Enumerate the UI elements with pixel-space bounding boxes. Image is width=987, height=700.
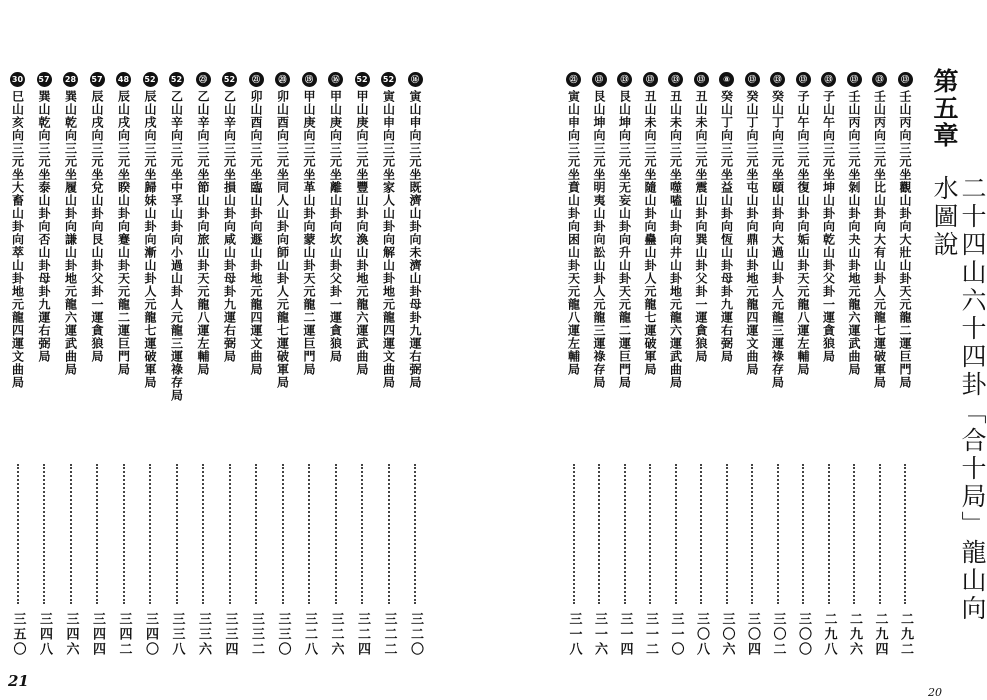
- entry-number-badge: ⑬: [796, 72, 811, 87]
- entry-page-number: 三一八: [566, 612, 582, 657]
- entry-page-number: 三五〇: [10, 612, 26, 657]
- entry-page-number: 三二〇: [408, 612, 423, 657]
- entry-page-number: 三二二: [381, 612, 397, 657]
- entry-title: 寅山申向三元坐家人山卦向解山卦地元龍四運文曲局: [381, 90, 396, 389]
- entry-number-badge: ⑧: [719, 72, 734, 87]
- page-number-right: 20: [928, 686, 942, 699]
- dot-leader: [123, 464, 127, 604]
- toc-entry: [8, 72, 28, 672]
- entry-number-badge: ⑬: [592, 72, 607, 87]
- dot-leader: [675, 464, 679, 604]
- dot-leader: [853, 464, 857, 604]
- entry-page-number: 三一二: [643, 612, 658, 657]
- dot-leader: [202, 464, 206, 604]
- dot-leader: [361, 464, 365, 604]
- entry-title: 乙山辛向三元坐節山卦向旅山卦天元龍八運左輔局: [196, 90, 210, 376]
- entry-number-badge: 28: [63, 72, 78, 87]
- entry-title: 卯山酉向三元坐同人山卦向師山卦人元龍七運破軍局: [275, 90, 290, 389]
- entry-number-badge: ㉓: [196, 72, 211, 87]
- entry-number-badge: 30: [10, 72, 25, 87]
- entry-title: 甲山庚向三元坐離山卦向坎山卦父卦一運貪狼局: [328, 90, 343, 363]
- entry-number-badge: 48: [116, 72, 131, 87]
- toc-entry: [167, 72, 187, 672]
- entry-title: 壬山丙向三元坐比山卦向大有山卦人元龍七運破軍局: [872, 90, 887, 389]
- entry-title: 癸山丁向三元坐頤山卦向大過山卦人元龍三運祿存局: [770, 90, 785, 389]
- entry-number-badge: ⑬: [668, 72, 683, 87]
- entry-title: 壬山丙向三元坐剝山卦向夬山卦地元龍六運武曲局: [847, 90, 861, 376]
- dot-leader: [96, 464, 100, 604]
- entry-title: 巽山乾向三元坐履山卦向謙山卦地元龍六運武曲局: [63, 90, 78, 376]
- entry-number-badge: ⑬: [898, 72, 913, 87]
- toc-entry: [87, 72, 107, 672]
- entry-page-number: 三〇六: [719, 612, 735, 657]
- dot-leader: [573, 464, 577, 604]
- toc-entry: [895, 72, 915, 672]
- entry-title: 甲山庚向三元坐革山卦向蒙山卦天元龍二運巨門局: [302, 90, 316, 376]
- toc-entry: [640, 72, 660, 672]
- entry-title: 甲山庚向三元坐豐山卦向渙山卦地元龍六運武曲局: [355, 90, 369, 376]
- toc-entry: [819, 72, 839, 672]
- dot-leader: [726, 464, 730, 604]
- toc-entry: [193, 72, 213, 672]
- entry-title: 寅山申向三元坐賁山卦向困山卦天元龍八運左輔局: [566, 90, 581, 376]
- entry-number-badge: ⑯: [408, 72, 423, 87]
- entry-page-number: 三三〇: [275, 612, 291, 657]
- entry-title: 卯山酉向三元坐臨山卦向遯山卦地元龍四運文曲局: [249, 90, 263, 376]
- entry-number-badge: ⑬: [872, 72, 887, 87]
- toc-entry: [405, 72, 425, 672]
- entry-title: 子山午向三元坐坤山卦向乾山卦父卦一運貪狼局: [821, 90, 836, 363]
- entry-title: 子山午向三元坐復山卦向姤山卦天元龍八運左輔局: [796, 90, 810, 376]
- entry-page-number: 三三八: [169, 612, 185, 657]
- dot-leader: [624, 464, 628, 604]
- entry-number-badge: 52: [355, 72, 370, 87]
- entry-title: 艮山坤向三元坐明夷山卦向訟山卦人元龍三運祿存局: [592, 90, 606, 389]
- dot-leader: [904, 464, 908, 604]
- toc-entry: [299, 72, 319, 672]
- entry-title: 癸山丁向三元坐屯山卦向鼎山卦地元龍四運文曲局: [745, 90, 759, 376]
- dot-leader: [149, 464, 153, 604]
- entry-page-number: 三四二: [116, 612, 132, 657]
- dot-leader: [700, 464, 704, 604]
- page-number-left: 21: [8, 672, 29, 690]
- dot-leader: [282, 464, 286, 604]
- entry-title: 丑山未向三元坐隨山卦向蠱山卦人元龍七運破軍局: [643, 90, 657, 376]
- dot-leader: [598, 464, 602, 604]
- entry-page-number: 三四八: [37, 612, 52, 657]
- dot-leader: [751, 464, 755, 604]
- entry-title: 巽山乾向三元坐泰山卦向否山卦母卦九運右弼局: [37, 90, 51, 363]
- entry-number-badge: 52: [143, 72, 158, 87]
- entry-number-badge: 52: [222, 72, 237, 87]
- toc-entry: [220, 72, 240, 672]
- left-page: [0, 0, 470, 700]
- toc-entry: [61, 72, 81, 672]
- toc-entry: [140, 72, 160, 672]
- entry-number-badge: ⑬: [821, 72, 836, 87]
- toc-entry: [691, 72, 711, 672]
- entry-page-number: 二九二: [898, 612, 913, 657]
- toc-entry: [870, 72, 890, 672]
- entry-title: 丑山未向三元坐震山卦向巽山卦父卦一運貪狼局: [694, 90, 708, 363]
- toc-entry: [589, 72, 609, 672]
- entry-number-badge: ⑬: [694, 72, 709, 87]
- toc-entry: [564, 72, 584, 672]
- entry-number-badge: 52: [381, 72, 396, 87]
- toc-entry: [793, 72, 813, 672]
- dot-leader: [649, 464, 653, 604]
- toc-entry: [742, 72, 762, 672]
- toc-entry: [246, 72, 266, 672]
- entry-page-number: 三三四: [222, 612, 238, 657]
- dot-leader: [335, 464, 339, 604]
- toc-entry: [273, 72, 293, 672]
- entry-page-number: 三〇〇: [796, 612, 811, 657]
- entry-number-badge: 57: [90, 72, 105, 87]
- entry-page-number: 三〇二: [770, 612, 786, 657]
- dot-leader: [255, 464, 259, 604]
- entry-title: 辰山戌向三元坐兌山卦向艮山卦父卦一運貪狼局: [90, 90, 104, 363]
- dot-leader: [802, 464, 806, 604]
- entry-page-number: 三一〇: [668, 612, 684, 657]
- dot-leader: [828, 464, 832, 604]
- entry-title: 癸山丁向三元坐益山卦向恆山卦母卦九運右弼局: [719, 90, 734, 363]
- entry-page-number: 三一四: [617, 612, 633, 657]
- chapter-heading: [930, 68, 987, 628]
- entry-title: 丑山未向三元坐噬嗑山卦向井山卦地元龍六運武曲局: [668, 90, 683, 389]
- entry-title: 巳山亥向三元坐大畜山卦向萃山卦地元龍四運文曲局: [10, 90, 25, 389]
- entry-number-badge: ⑬: [617, 72, 632, 87]
- entry-page-number: 三四四: [90, 612, 105, 657]
- entry-page-number: 三二八: [302, 612, 317, 657]
- entry-title: 乙山辛向三元坐損山卦向咸山卦母卦九運右弼局: [222, 90, 237, 363]
- chapter-title: 二十四山六十四卦「合十局」龍山向水圖說: [930, 175, 987, 623]
- entry-title: 辰山戌向三元坐歸妹山卦向漸山卦人元龍七運破軍局: [143, 90, 157, 389]
- entry-title: 艮山坤向三元坐无妄山卦向升山卦天元龍二運巨門局: [617, 90, 632, 389]
- toc-entry: [34, 72, 54, 672]
- entry-number-badge: ⑬: [770, 72, 785, 87]
- entry-number-badge: 52: [169, 72, 184, 87]
- entry-page-number: 三三二: [249, 612, 264, 657]
- entry-number-badge: ⑯: [328, 72, 343, 87]
- toc-entry: [615, 72, 635, 672]
- entry-page-number: 二九四: [872, 612, 888, 657]
- toc-entry: [768, 72, 788, 672]
- dot-leader: [43, 464, 47, 604]
- dot-leader: [879, 464, 883, 604]
- entry-number-badge: ⑲: [302, 72, 317, 87]
- toc-entry: [717, 72, 737, 672]
- entry-number-badge: ⑳: [275, 72, 290, 87]
- toc-entry: [379, 72, 399, 672]
- entry-title: 乙山辛向三元坐中孚山卦向小過山卦人元龍三運祿存局: [169, 90, 184, 402]
- entry-page-number: 三二四: [355, 612, 370, 657]
- entry-page-number: 三四六: [63, 612, 79, 657]
- toc-entry: [114, 72, 134, 672]
- dot-leader: [176, 464, 180, 604]
- toc-entry: [844, 72, 864, 672]
- dot-leader: [17, 464, 21, 604]
- dot-leader: [777, 464, 781, 604]
- entry-page-number: 三一六: [592, 612, 607, 657]
- entry-number-badge: ⑬: [643, 72, 658, 87]
- toc-entry: [326, 72, 346, 672]
- dot-leader: [308, 464, 312, 604]
- right-page: [490, 0, 960, 700]
- entry-title: 寅山申向三元坐既濟山卦向未濟山卦母卦九運右弼局: [408, 90, 422, 389]
- dot-leader: [414, 464, 418, 604]
- toc-entry: [352, 72, 372, 672]
- entry-title: 辰山戌向三元坐睽山卦向蹇山卦天元龍二運巨門局: [116, 90, 131, 376]
- dot-leader: [229, 464, 233, 604]
- entry-page-number: 三二六: [328, 612, 344, 657]
- entry-page-number: 三三六: [196, 612, 211, 657]
- entry-page-number: 三〇四: [745, 612, 760, 657]
- toc-entry: [666, 72, 686, 672]
- entry-number-badge: 57: [37, 72, 52, 87]
- entry-number-badge: ㉑: [566, 72, 581, 87]
- entry-page-number: 二九六: [847, 612, 862, 657]
- entry-page-number: 三〇八: [694, 612, 709, 657]
- dot-leader: [388, 464, 392, 604]
- chapter-label: 第五章: [930, 68, 959, 149]
- entry-page-number: 二九八: [821, 612, 837, 657]
- entry-page-number: 三四〇: [143, 612, 158, 657]
- entry-number-badge: ⑬: [847, 72, 862, 87]
- entry-number-badge: ⑬: [745, 72, 760, 87]
- entry-title: 壬山丙向三元坐觀山卦向大壯山卦天元龍二運巨門局: [898, 90, 912, 389]
- entry-number-badge: ㉑: [249, 72, 264, 87]
- dot-leader: [70, 464, 74, 604]
